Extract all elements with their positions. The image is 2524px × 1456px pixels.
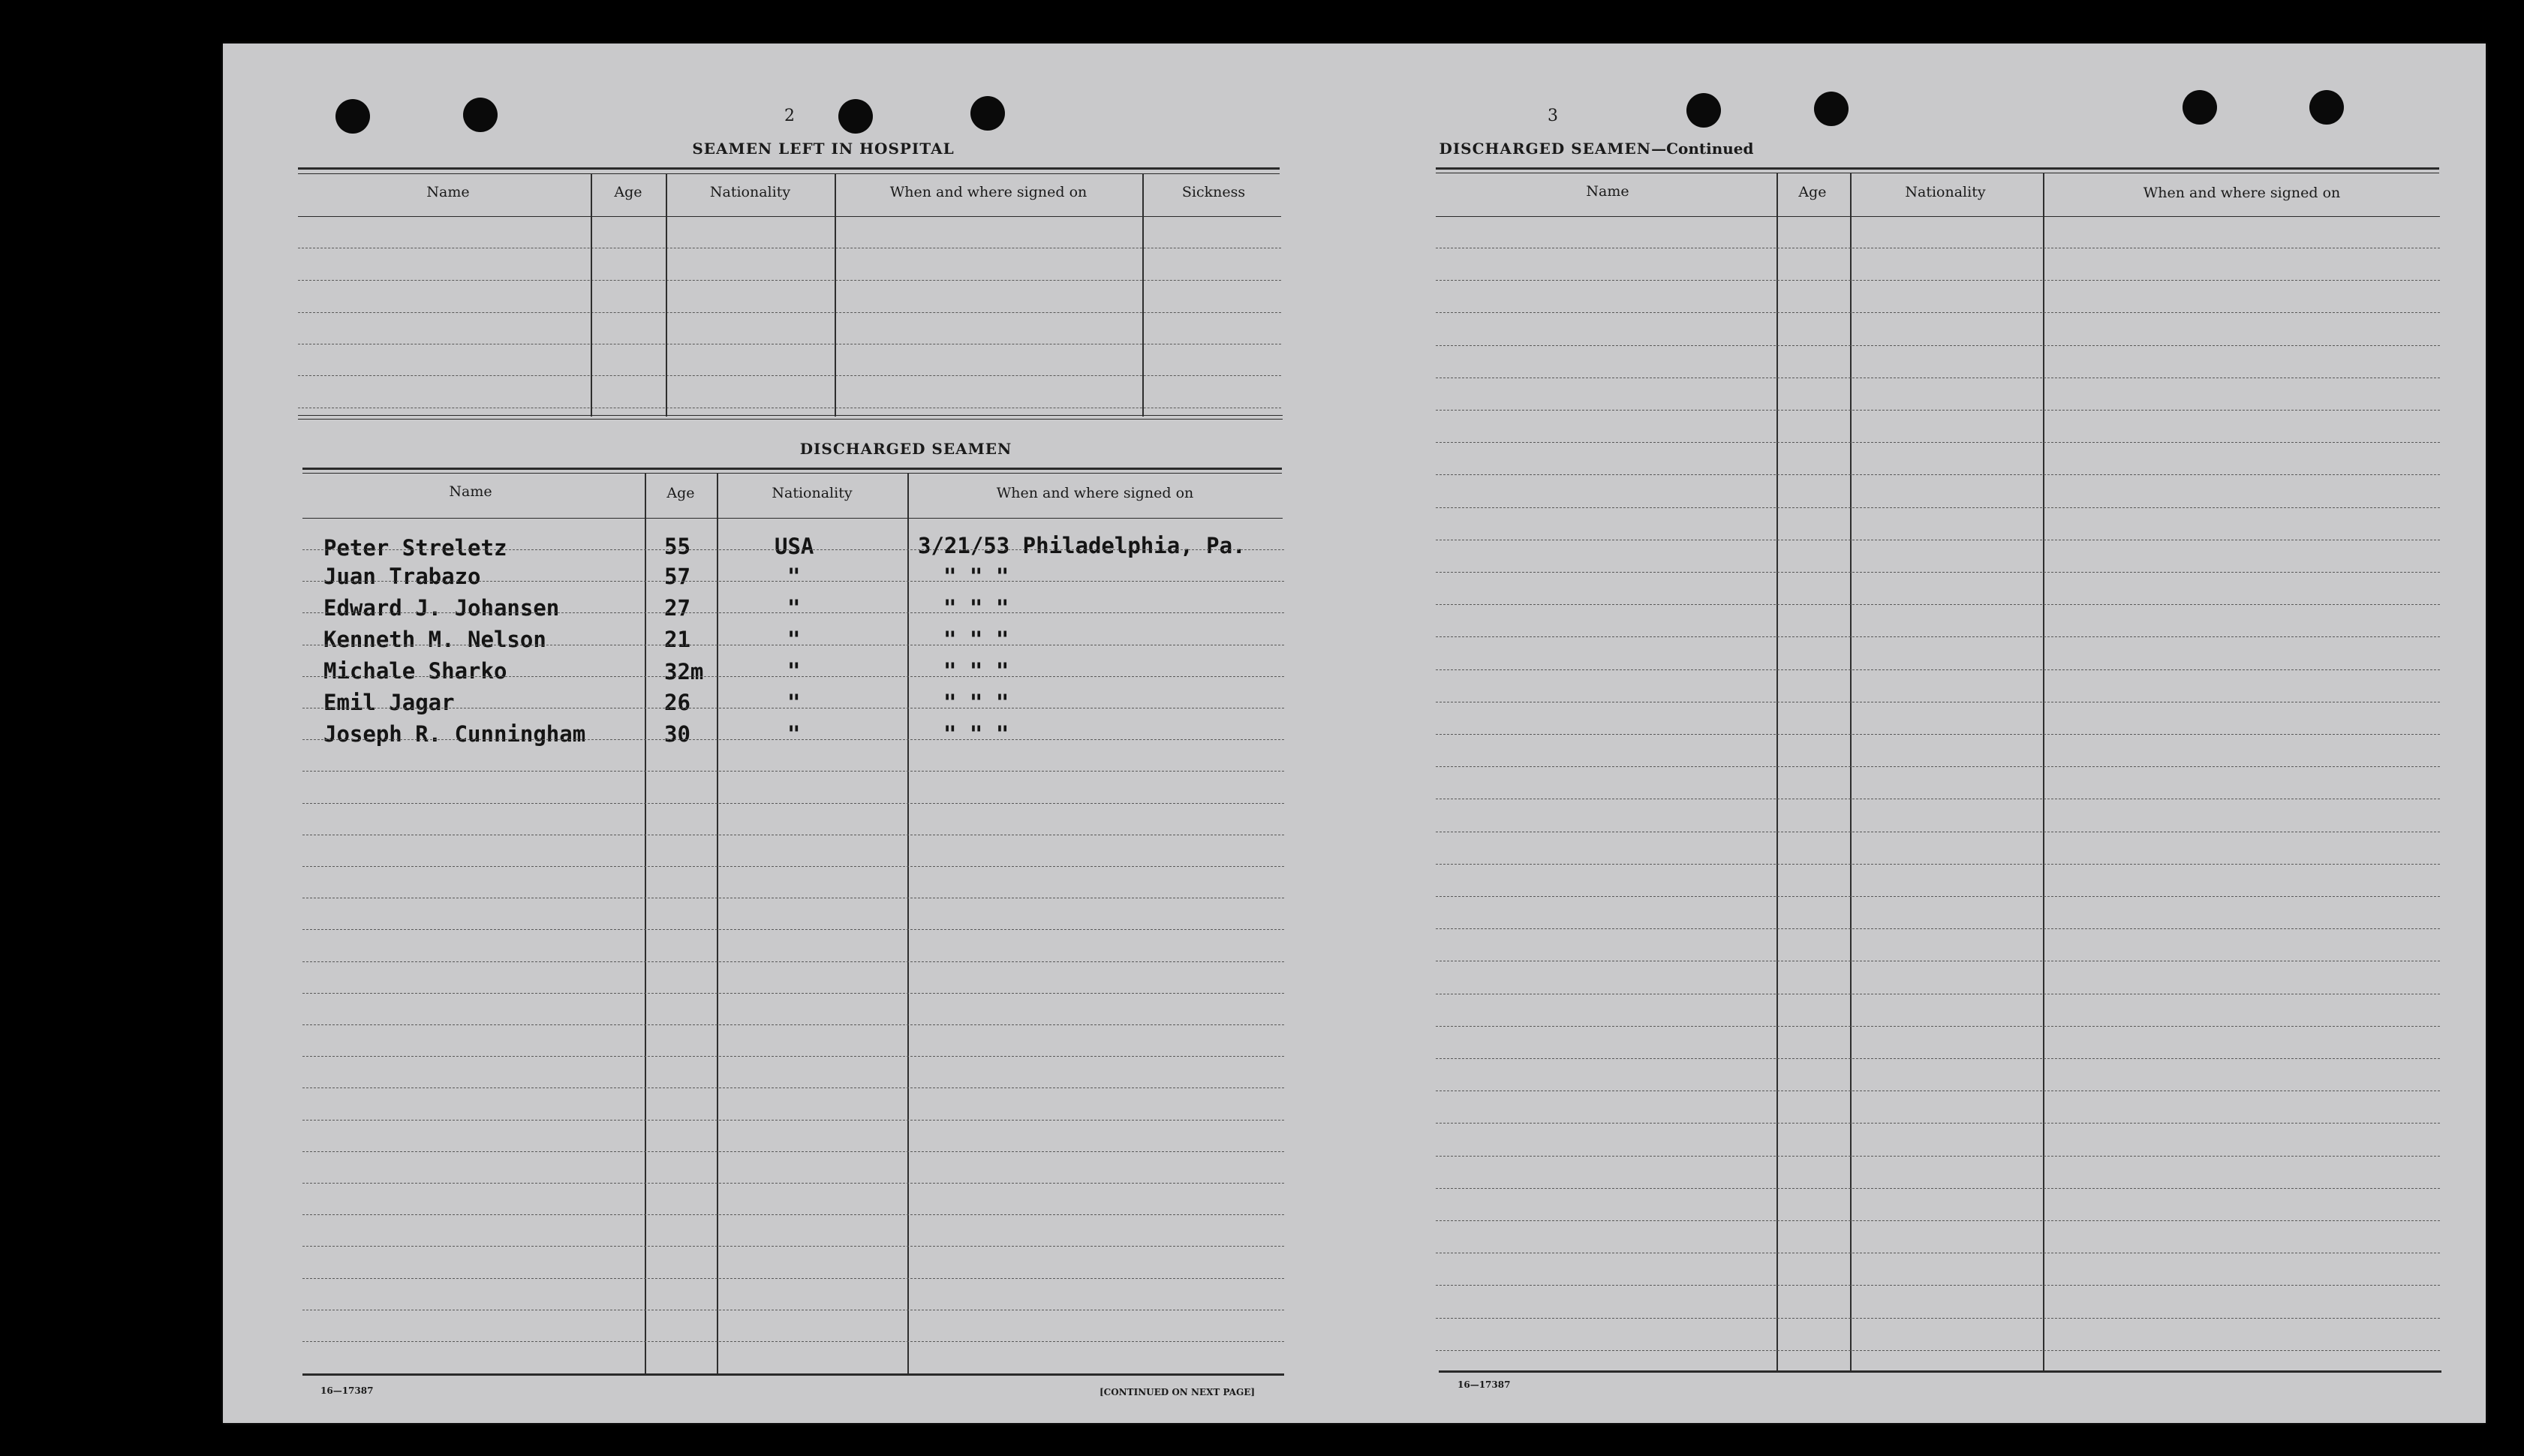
seaman-nationality: USA <box>775 534 814 559</box>
right-page <box>1349 44 2486 1423</box>
seaman-age: 57 <box>664 564 690 589</box>
right-table-top-rule <box>1436 167 2439 170</box>
ruled-line <box>1436 280 2440 281</box>
ruled-line <box>1436 474 2440 475</box>
ruled-line <box>1436 1188 2440 1189</box>
ruled-line <box>1436 572 2440 573</box>
seaman-signed-on: " " " <box>943 564 1009 589</box>
document-sheet <box>223 44 2486 1423</box>
seaman-nationality: " <box>787 690 801 715</box>
discharged-section-title: DISCHARGED SEAMEN <box>799 440 1012 458</box>
ruled-line <box>1436 1026 2440 1027</box>
right-title-main: DISCHARGED SEAMEN <box>1439 140 1652 158</box>
seaman-signed-on: " " " <box>943 690 1009 715</box>
seaman-age: 27 <box>664 595 690 621</box>
ruled-line <box>1436 766 2440 767</box>
seaman-name: Juan Trabazo <box>323 564 481 589</box>
ruled-line <box>1436 410 2440 411</box>
ruled-line <box>1436 1350 2440 1351</box>
discharged-table-top-rule <box>302 468 1282 470</box>
ruled-line <box>302 1214 1284 1215</box>
ruled-line <box>302 1056 1284 1057</box>
page-number: 3 <box>1548 107 1558 125</box>
discharged-col-age: Age <box>666 485 695 501</box>
ruled-line <box>302 581 1284 582</box>
continued-note: [CONTINUED ON NEXT PAGE] <box>1100 1387 1256 1397</box>
ruled-line <box>302 1341 1284 1342</box>
right-section-title <box>1371 140 1822 158</box>
ruled-line <box>302 676 1284 677</box>
ruled-line <box>1436 669 2440 670</box>
ruled-line <box>1436 1318 2440 1319</box>
ruled-line <box>1436 636 2440 637</box>
ruled-line <box>302 549 1284 550</box>
seaman-name: Michale Sharko <box>323 658 507 684</box>
hospital-col-sickness: Sickness <box>1181 184 1246 200</box>
ruled-line <box>302 1278 1284 1279</box>
seaman-name: Edward J. Johansen <box>323 595 560 621</box>
ruled-line <box>1436 864 2440 865</box>
seaman-signed-on: 3/21/53 Philadelphia, Pa. <box>918 533 1246 558</box>
seaman-name: Joseph R. Cunningham <box>323 721 586 747</box>
right-col-name: Name <box>1586 183 1629 200</box>
seaman-signed-on: " " " <box>943 627 1009 652</box>
seaman-name: Emil Jagar <box>323 690 455 715</box>
ruled-line <box>1436 312 2440 313</box>
seaman-signed-on: " " " <box>943 721 1009 747</box>
seaman-nationality: " <box>787 595 801 621</box>
seaman-name: Peter Streletz <box>323 535 507 561</box>
seaman-age: 32m <box>664 659 704 684</box>
right-title-suffix: —Continued <box>1651 140 1754 158</box>
ruled-line <box>302 929 1284 930</box>
seaman-nationality: " <box>787 658 801 684</box>
seaman-nationality: " <box>787 564 801 589</box>
ruled-line <box>1436 1285 2440 1286</box>
ruled-line <box>302 1151 1284 1152</box>
ruled-line <box>302 993 1284 994</box>
ruled-line <box>1436 442 2440 443</box>
hospital-col-nationality: Nationality <box>709 184 791 200</box>
seaman-age: 55 <box>664 534 690 559</box>
discharged-col-name: Name <box>449 483 492 500</box>
seaman-signed-on: " " " <box>943 658 1009 684</box>
page-number: 2 <box>784 107 795 125</box>
ruled-line <box>302 1246 1284 1247</box>
seaman-age: 30 <box>664 721 690 747</box>
right-col-signed-on: When and where signed on <box>2143 185 2341 201</box>
ruled-line <box>302 1183 1284 1184</box>
hospital-col-age: Age <box>614 184 642 200</box>
ruled-line <box>302 1024 1284 1025</box>
discharged-col-nationality: Nationality <box>772 485 853 501</box>
hospital-col-name: Name <box>426 184 470 200</box>
ruled-line <box>302 1087 1284 1088</box>
ruled-line <box>1436 928 2440 929</box>
ruled-line <box>1436 1156 2440 1157</box>
form-number: 16—17387 <box>320 1385 374 1396</box>
ruled-line <box>1436 507 2440 508</box>
ruled-line <box>302 961 1284 962</box>
ruled-line <box>1436 345 2440 346</box>
seaman-nationality: " <box>787 721 801 747</box>
ruled-line <box>302 612 1284 613</box>
ruled-line <box>1436 1090 2440 1091</box>
discharged-col-signed-on: When and where signed on <box>996 485 1194 501</box>
ruled-line <box>302 866 1284 867</box>
seaman-signed-on: " " " <box>943 595 1009 621</box>
form-number: 16—17387 <box>1458 1379 1511 1390</box>
ruled-line <box>1436 1058 2440 1059</box>
seaman-name: Kenneth M. Nelson <box>323 627 546 652</box>
right-col-nationality: Nationality <box>1905 184 1986 200</box>
ruled-line <box>1436 734 2440 735</box>
ruled-line <box>302 803 1284 804</box>
hospital-section-title: SEAMEN LEFT IN HOSPITAL <box>692 140 955 158</box>
hospital-table-top-rule <box>298 167 1280 170</box>
seaman-nationality: " <box>787 627 801 652</box>
ruled-line <box>1436 604 2440 605</box>
ruled-line <box>302 1120 1284 1121</box>
seaman-age: 21 <box>664 627 690 652</box>
ruled-line <box>302 771 1284 772</box>
right-col-age: Age <box>1798 184 1827 200</box>
ruled-line <box>1436 1220 2440 1221</box>
hospital-col-signed-on: When and where signed on <box>889 184 1088 200</box>
left-page <box>223 44 1349 1423</box>
seaman-age: 26 <box>664 690 690 715</box>
ruled-line <box>1436 1123 2440 1124</box>
ruled-line <box>302 739 1284 740</box>
ruled-line <box>1436 896 2440 897</box>
